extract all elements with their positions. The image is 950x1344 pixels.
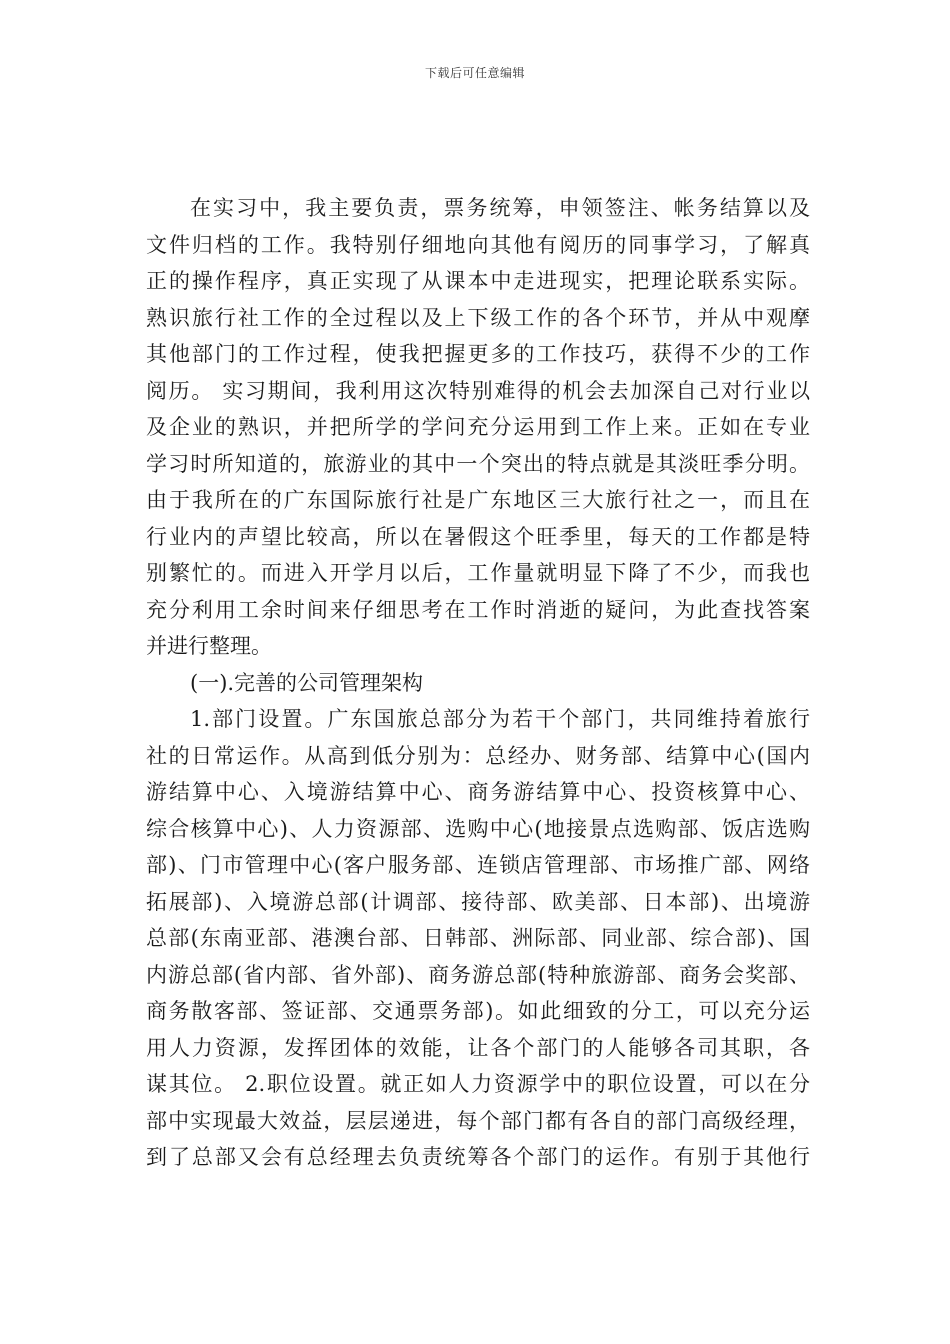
paragraph-line: 学习时所知道的，旅游业的其中一个突出的特点就是其淡旺季分明。 <box>146 451 810 476</box>
paragraph-line: 综合核算中心)、人力资源部、选购中心(地接景点选购部、饭店选购 <box>146 816 810 841</box>
paragraph-line: 行业内的声望比较高，所以在暑假这个旺季里，每天的工作都是特 <box>146 524 810 549</box>
paragraph-line: 部)、门市管理中心(客户服务部、连锁店管理部、市场推广部、网络 <box>146 853 810 877</box>
paragraph-line: 社的日常运作。从高到低分别为：总经办、财务部、结算中心(国内 <box>146 743 810 768</box>
paragraph-line: 部中实现最大效益，层层递进，每个部门都有各自的部门高级经理， <box>146 1108 810 1133</box>
paragraph-line: 及企业的熟识，并把所学的学问充分运用到工作上来。正如在专业 <box>146 415 810 439</box>
paragraph-line: 文件归档的工作。我特别仔细地向其他有阅历的同事学习，了解真 <box>146 232 810 257</box>
paragraph-line: 充分利用工余时间来仔细思考在工作时消逝的疑问，为此查找答案 <box>146 597 810 622</box>
paragraph-line: 到了总部又会有总经理去负责统筹各个部门的运作。有别于其他行 <box>146 1145 810 1169</box>
paragraph-line: 用人力资源，发挥团体的效能，让各个部门的人能够各司其职，各 <box>146 1035 810 1060</box>
paragraph-line: 在实习中，我主要负责，票务统筹，申领签注、帐务结算以及 <box>190 196 810 220</box>
paragraph-line: 商务散客部、签证部、交通票务部)。如此细致的分工，可以充分运 <box>146 999 810 1023</box>
paragraph-line: 谋其位。 2.职位设置。就正如人力资源学中的职位设置，可以在分 <box>146 1072 810 1096</box>
paragraph-line: 游结算中心、入境游结算中心、商务游结算中心、投资核算中心、 <box>146 780 810 804</box>
paragraph-line: 1.部门设置。广东国旅总部分为若干个部门，共同维持着旅行 <box>190 707 810 731</box>
paragraph-line: 别繁忙的。而进入开学月以后，工作量就明显下降了不少，而我也 <box>146 561 810 585</box>
paragraph-line: 其他部门的工作过程，使我把握更多的工作技巧，获得不少的工作 <box>146 342 810 366</box>
paragraph-line: 熟识旅行社工作的全过程以及上下级工作的各个环节，并从中观摩 <box>146 305 810 330</box>
paragraph-line: 总部(东南亚部、港澳台部、日韩部、洲际部、同业部、综合部)、国 <box>146 926 810 950</box>
paragraph-line: 拓展部)、入境游总部(计调部、接待部、欧美部、日本部)、出境游 <box>146 889 810 914</box>
section-heading: (一).完善的公司管理架构 <box>190 670 424 695</box>
paragraph-line: 由于我所在的广东国际旅行社是广东地区三大旅行社之一，而且在 <box>146 488 810 512</box>
paragraph-line: 并进行整理。 <box>146 634 272 658</box>
document-body <box>146 190 810 1176</box>
paragraph-line: 内游总部(省内部、省外部)、商务游总部(特种旅游部、商务会奖部、 <box>146 962 810 987</box>
page-header: 下载后可任意编辑 <box>424 66 525 80</box>
paragraph-line: 正的操作程序，真正实现了从课本中走进现实，把理论联系实际。 <box>146 269 810 293</box>
paragraph-line: 阅历。 实习期间，我利用这次特别难得的机会去加深自己对行业以 <box>146 378 810 403</box>
